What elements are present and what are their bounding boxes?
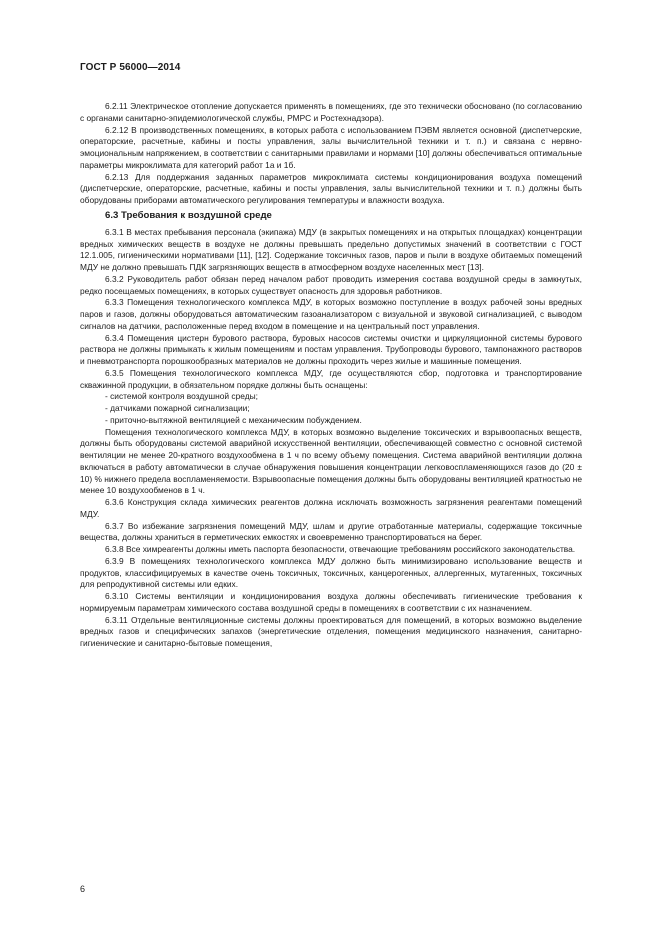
paragraph: 6.2.11 Электрическое отопление допускается применять в помещениях, где это технически обосновано (по согласованию с органами санитарно-эпидемиологической службы, РМРС и Ростехнадзора). bbox=[80, 101, 582, 123]
paragraph: 6.2.13 Для поддержания заданных параметров микроклимата системы кондиционирования воздуха помещений (диспетчерские, операторские, расчетные, кабины и посты управления, залы вычислительной техники и т. п.) должны быть оборудованы приборами автоматического регулирования температуры и влажности воздуха. bbox=[80, 171, 582, 205]
paragraph: 6.3.10 Системы вентиляции и кондиционирования воздуха должны обеспечивать гигиенические требования к нормируемым параметрам химического состава воздушной среды в помещениях в соответствии с их назначением. bbox=[80, 591, 582, 613]
list-item: - приточно-вытяжной вентиляцией с механическим побуждением. bbox=[105, 414, 362, 425]
paragraph: 6.3.7 Во избежание загрязнения помещений МДУ, шлам и другие отработанные материалы, содержащие токсичные вещества, должны храниться в герметических емкостях и своевременно транспортироваться на берег. bbox=[80, 520, 582, 543]
paragraph: 6.3.6 Конструкция склада химических реагентов должна исключать возможность загрязнения реагентами помещений МДУ. bbox=[80, 497, 582, 519]
document-body bbox=[80, 101, 582, 650]
list-item: - системой контроля воздушной среды; bbox=[105, 391, 258, 402]
paragraph: 6.3.4 Помещения цистерн бурового раствора, буровых насосов системы очистки и циркуляционной системы бурового раствора не должны примыкать к жилым помещениям и постам управления. Трубопроводы бурового, тампонажного растворов и пневмотранспорта порошкообразных материалов не должны проходить через жилые и машинные помещения. bbox=[80, 332, 582, 366]
paragraph: 6.3.11 Отдельные вентиляционные системы должны проектироваться для помещений, в которых возможно выделение вредных газов и специфических запахов (энергетические отделения, помещения медицинского назначения, санитарно-гигиенические и санитарно-бытовые помещения, bbox=[80, 614, 582, 648]
paragraph: Помещения технологического комплекса МДУ, в которых возможно выделение токсических и взрывоопасных веществ, должны быть оборудованы системой аварийной искусственной вентиляции, обеспечивающей совместно с основной системой вентиляции не менее 20-кратного воздухообмена в 1 ч по всему объему помещения. Система аварийной вентиляции должна включаться в работу автоматически в случае обнаружения повышения концентрации легковоспламеняющихся газов до (20 ± 10) % нижнего предела воспламеняемости. Взрывоопасные помещения должны быть оборудованы вентиляцией кратностью не менее 10 воздухообменов в 1 ч. bbox=[80, 426, 582, 496]
paragraph: 6.3.2 Руководитель работ обязан перед началом работ проводить измерения состава воздушной среды в замкнутых, редко посещаемых помещениях, в которых существует опасность для здоровья работников. bbox=[80, 273, 582, 296]
paragraph: 6.3.1 В местах пребывания персонала (экипажа) МДУ (в закрытых помещениях и на открытых площадках) концентрации вредных химических веществ в воздухе не должны превышать предельно допустимых значений в соответствии с ГОСТ 12.1.005, гигиеническими нормативами [11], [12]. Содержание токсичных газов, паров и пыли в воздухе обитаемых помещений МДУ не должно превышать ПДК загрязняющих веществ в атмосферном воздухе населенных мест [13]. bbox=[80, 226, 582, 272]
paragraph: 6.3.3 Помещения технологического комплекса МДУ, в которых возможно поступление в воздух рабочей зоны вредных паров и газов, должны оборудоваться автоматическим газоанализатором с визуальной и звуковой сигнализацией, с выводом сигналов на датчики, расположенные перед входом в помещение и на центральный пост управления. bbox=[80, 297, 582, 331]
document-header: ГОСТ Р 56000—2014 bbox=[80, 62, 181, 73]
paragraph: 6.3.8 Все химреагенты должны иметь паспорта безопасности, отвечающие требованиям российского законодательства. bbox=[105, 544, 576, 554]
paragraph: 6.2.12 В производственных помещениях, в которых работа с использованием ПЭВМ является основной (диспетчерские, операторские, расчетные, кабины и посты управления, залы вычислительной техники и т. п.) и связана с нервно-эмоциональным напряжением, в соответствии с санитарными правилами и нормами [10] должны обеспечиваться оптимальные параметры микроклимата для категорий работ 1а и 1б. bbox=[80, 124, 582, 170]
list-item: - датчиками пожарной сигнализации; bbox=[105, 403, 250, 413]
section-heading: 6.3 Требования к воздушной среде bbox=[105, 209, 272, 221]
paragraph: 6.3.5 Помещения технологического комплекса МДУ, где осуществляются сбор, подготовка и транспортирование скважинной продукции, в обязательном порядке должны быть оснащены: bbox=[80, 367, 582, 390]
page-number: 6 bbox=[80, 884, 86, 894]
paragraph: 6.3.9 В помещениях технологического комплекса МДУ должно быть минимизировано использование веществ и продуктов, классифицируемых в качестве очень токсичных, токсичных, канцерогенных, аллергенных, мутагенных, токсичных для репродуктивной системы или едких. bbox=[80, 555, 582, 590]
